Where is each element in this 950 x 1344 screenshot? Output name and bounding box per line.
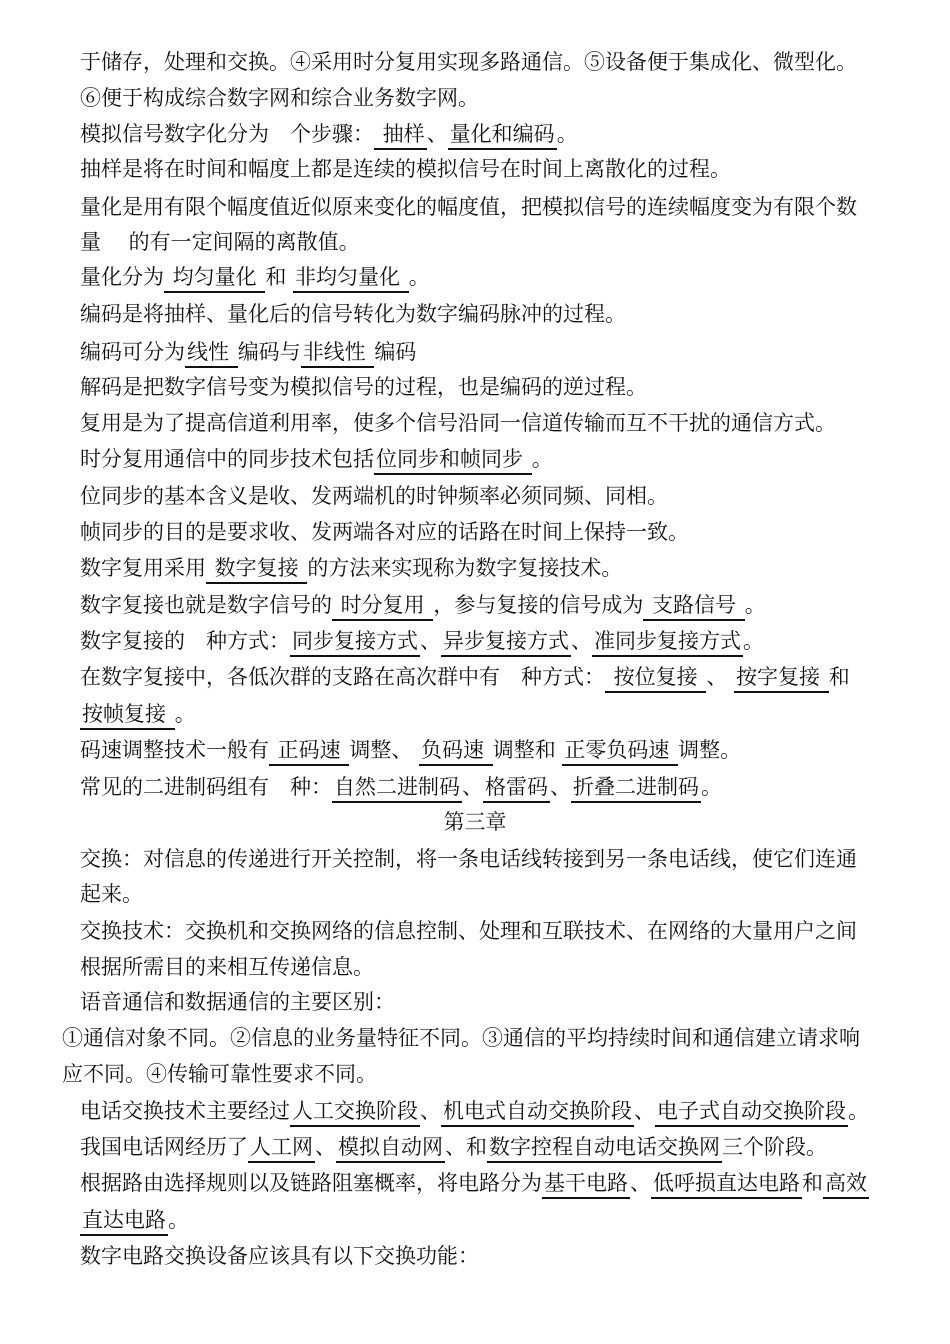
text-segment: 、 <box>630 1171 651 1195</box>
text-line <box>62 1024 910 1052</box>
text-line <box>80 300 910 328</box>
text-line <box>80 736 910 764</box>
text-line <box>80 880 910 908</box>
text-segment: 和 <box>265 265 294 289</box>
text-line <box>80 1242 910 1270</box>
fill-in-answer: 负码速 <box>419 738 493 766</box>
text-segment: 模拟信号数字化分为 个步骤： <box>80 122 374 146</box>
text-segment: 解码是把数字信号变为模拟信号的过程，也是编码的逆过程。 <box>80 375 647 399</box>
text-segment: 数字电路交换设备应该具有以下交换功能： <box>80 1244 479 1268</box>
text-segment: 、 <box>420 1099 441 1123</box>
fill-in-answer: 正零负码速 <box>562 738 678 766</box>
text-segment: 应不同。④传输可靠性要求不同。 <box>62 1062 377 1086</box>
text-segment: 编码与 <box>237 340 301 364</box>
text-segment: 、和 <box>445 1135 487 1159</box>
text-segment: 、 <box>315 1135 336 1159</box>
text-line <box>80 663 910 691</box>
text-segment: 在数字复接中，各低次群的支路在高次群中有 种方式： <box>80 665 605 689</box>
text-line <box>80 263 910 291</box>
text-segment: ，参与复接的信号成为 <box>433 593 644 617</box>
text-segment: 量化是用有限个幅度值近似原来变化的幅度值，把模拟信号的连续幅度变为有限个数 <box>80 195 857 219</box>
chapter-heading <box>0 808 950 836</box>
text-segment: 数字复接也就是数字信号的 <box>80 593 332 617</box>
text-segment: 码速调整技术一般有 <box>80 738 269 762</box>
text-segment: 调整和 <box>492 738 563 762</box>
text-segment: 、 <box>420 629 441 653</box>
text-segment: 复用是为了提高信道利用率，使多个信号沿同一信道传输而互不干扰的通信方式。 <box>80 411 836 435</box>
text-segment: 根据所需目的来相互传递信息。 <box>80 955 374 979</box>
fill-in-answer: 线性 <box>185 340 238 368</box>
text-segment: 量化分为 <box>80 265 164 289</box>
text-segment: ⑥便于构成综合数字网和综合业务数字网。 <box>80 86 479 110</box>
text-line <box>80 120 910 148</box>
text-segment: 的方法来实现称为数字复接技术。 <box>307 556 623 580</box>
text-line <box>80 84 910 112</box>
fill-in-answer: 电子式自动交换阶段 <box>655 1099 848 1127</box>
fill-in-answer: 低呼损直达电路 <box>651 1171 802 1199</box>
text-line <box>80 773 910 801</box>
text-segment: 。 <box>174 702 196 726</box>
text-segment: 、 <box>462 775 483 799</box>
text-segment: 调整、 <box>349 738 420 762</box>
text-segment: 。 <box>848 1099 869 1123</box>
text-segment: 常见的二进制码组有 种： <box>80 775 332 799</box>
text-line <box>80 591 910 619</box>
fill-in-answer: 格雷码 <box>483 775 550 803</box>
fill-in-answer: 非均匀量化 <box>293 265 409 293</box>
text-line <box>80 627 910 655</box>
text-segment: 三个阶段。 <box>722 1135 827 1159</box>
text-segment: 、 <box>634 1099 655 1123</box>
fill-in-answer: 模拟自动网 <box>336 1135 445 1163</box>
text-segment: 和 <box>828 665 850 689</box>
text-segment: ①通信对象不同。②信息的业务量特征不同。③通信的平均持续时间和通信建立请求响 <box>62 1026 860 1050</box>
fill-in-answer: 数字控程自动电话交换网 <box>487 1135 722 1163</box>
text-segment: 。 <box>408 265 430 289</box>
text-segment: 根据路由选择规则以及链路阻塞概率，将电路分为 <box>80 1171 542 1195</box>
text-line <box>80 700 910 728</box>
text-line <box>80 228 910 256</box>
text-segment: 和 <box>802 1171 823 1195</box>
fill-in-answer: 折叠二进制码 <box>571 775 701 803</box>
fill-in-answer: 位同步和帧同步 <box>374 447 532 475</box>
text-line <box>80 1206 910 1234</box>
fill-in-answer: 正码速 <box>269 738 349 766</box>
fill-in-answer: 自然二进制码 <box>332 775 462 803</box>
fill-in-answer: 量化和编码 <box>448 122 557 150</box>
fill-in-answer: 高效 <box>823 1171 869 1199</box>
text-segment: 编码 <box>374 340 417 364</box>
text-line <box>80 845 910 873</box>
text-segment: 。 <box>531 447 553 471</box>
fill-in-answer: 非线性 <box>301 340 375 368</box>
text-line <box>80 482 910 510</box>
fill-in-answer: 时分复用 <box>332 593 433 621</box>
text-segment: 第三章 <box>443 810 507 834</box>
text-segment: 电话交换技术主要经过 <box>80 1099 290 1123</box>
text-segment: 、 <box>571 629 592 653</box>
text-segment: 。 <box>556 122 578 146</box>
text-line <box>80 155 910 183</box>
text-line <box>80 193 910 221</box>
text-line <box>80 518 910 546</box>
fill-in-answer: 人工网 <box>248 1135 315 1163</box>
text-segment: 量 的有一定间隔的离散值。 <box>80 230 360 254</box>
text-line <box>80 1097 910 1125</box>
text-segment: 、 <box>706 665 735 689</box>
fill-in-answer: 数字复接 <box>206 556 307 584</box>
fill-in-answer: 抽样 <box>374 122 427 150</box>
fill-in-answer: 按帧复接 <box>80 702 175 730</box>
text-segment: 、 <box>426 122 448 146</box>
text-segment: 调整。 <box>678 738 742 762</box>
text-segment: 数字复用采用 <box>80 556 206 580</box>
text-segment: 我国电话网经历了 <box>80 1135 248 1159</box>
text-line <box>62 1060 910 1088</box>
text-line <box>80 953 910 981</box>
text-line <box>80 1169 910 1197</box>
text-segment: 数字复接的 种方式： <box>80 629 290 653</box>
fill-in-answer: 基干电路 <box>542 1171 630 1199</box>
text-line <box>80 48 910 76</box>
text-line <box>80 988 910 1016</box>
text-segment: 、 <box>550 775 571 799</box>
text-segment: 起来。 <box>80 882 143 906</box>
text-segment: 编码是将抽样、量化后的信号转化为数字编码脉冲的过程。 <box>80 302 626 326</box>
fill-in-answer: 直达电路 <box>80 1208 168 1236</box>
text-line <box>80 445 910 473</box>
text-line <box>80 554 910 582</box>
text-segment: 交换：对信息的传递进行开关控制，将一条电话线转接到另一条电话线，使它们连通 <box>80 847 857 871</box>
text-segment: 。 <box>743 629 764 653</box>
text-segment: 。 <box>701 775 722 799</box>
text-segment: 。 <box>168 1208 189 1232</box>
fill-in-answer: 异步复接方式 <box>441 629 571 657</box>
text-segment: 编码可分为 <box>80 340 185 364</box>
fill-in-answer: 按字复接 <box>734 665 829 693</box>
text-segment: 语音通信和数据通信的主要区别： <box>80 990 395 1014</box>
fill-in-answer: 均匀量化 <box>164 265 265 293</box>
fill-in-answer: 准同步复接方式 <box>592 629 743 657</box>
text-segment: 抽样是将在时间和幅度上都是连续的模拟信号在时间上离散化的过程。 <box>80 157 731 181</box>
text-segment: 位同步的基本含义是收、发两端机的时钟频率必须同频、同相。 <box>80 484 668 508</box>
text-line <box>80 338 910 366</box>
text-line <box>80 409 910 437</box>
text-line <box>80 373 910 401</box>
fill-in-answer: 同步复接方式 <box>290 629 420 657</box>
fill-in-answer: 人工交换阶段 <box>290 1099 420 1127</box>
fill-in-answer: 机电式自动交换阶段 <box>441 1099 634 1127</box>
text-segment: 时分复用通信中的同步技术包括 <box>80 447 374 471</box>
text-segment: 。 <box>744 593 766 617</box>
text-segment: 交换技术：交换机和交换网络的信息控制、处理和互联技术、在网络的大量用户之间 <box>80 919 857 943</box>
text-line <box>80 1133 910 1161</box>
text-segment: 帧同步的目的是要求收、发两端各对应的话路在时间上保持一致。 <box>80 520 689 544</box>
fill-in-answer: 按位复接 <box>605 665 706 693</box>
text-line <box>80 917 910 945</box>
fill-in-answer: 支路信号 <box>643 593 744 621</box>
text-segment: 于储存，处理和交换。④采用时分复用实现多路通信。⑤设备便于集成化、微型化。 <box>80 50 857 74</box>
